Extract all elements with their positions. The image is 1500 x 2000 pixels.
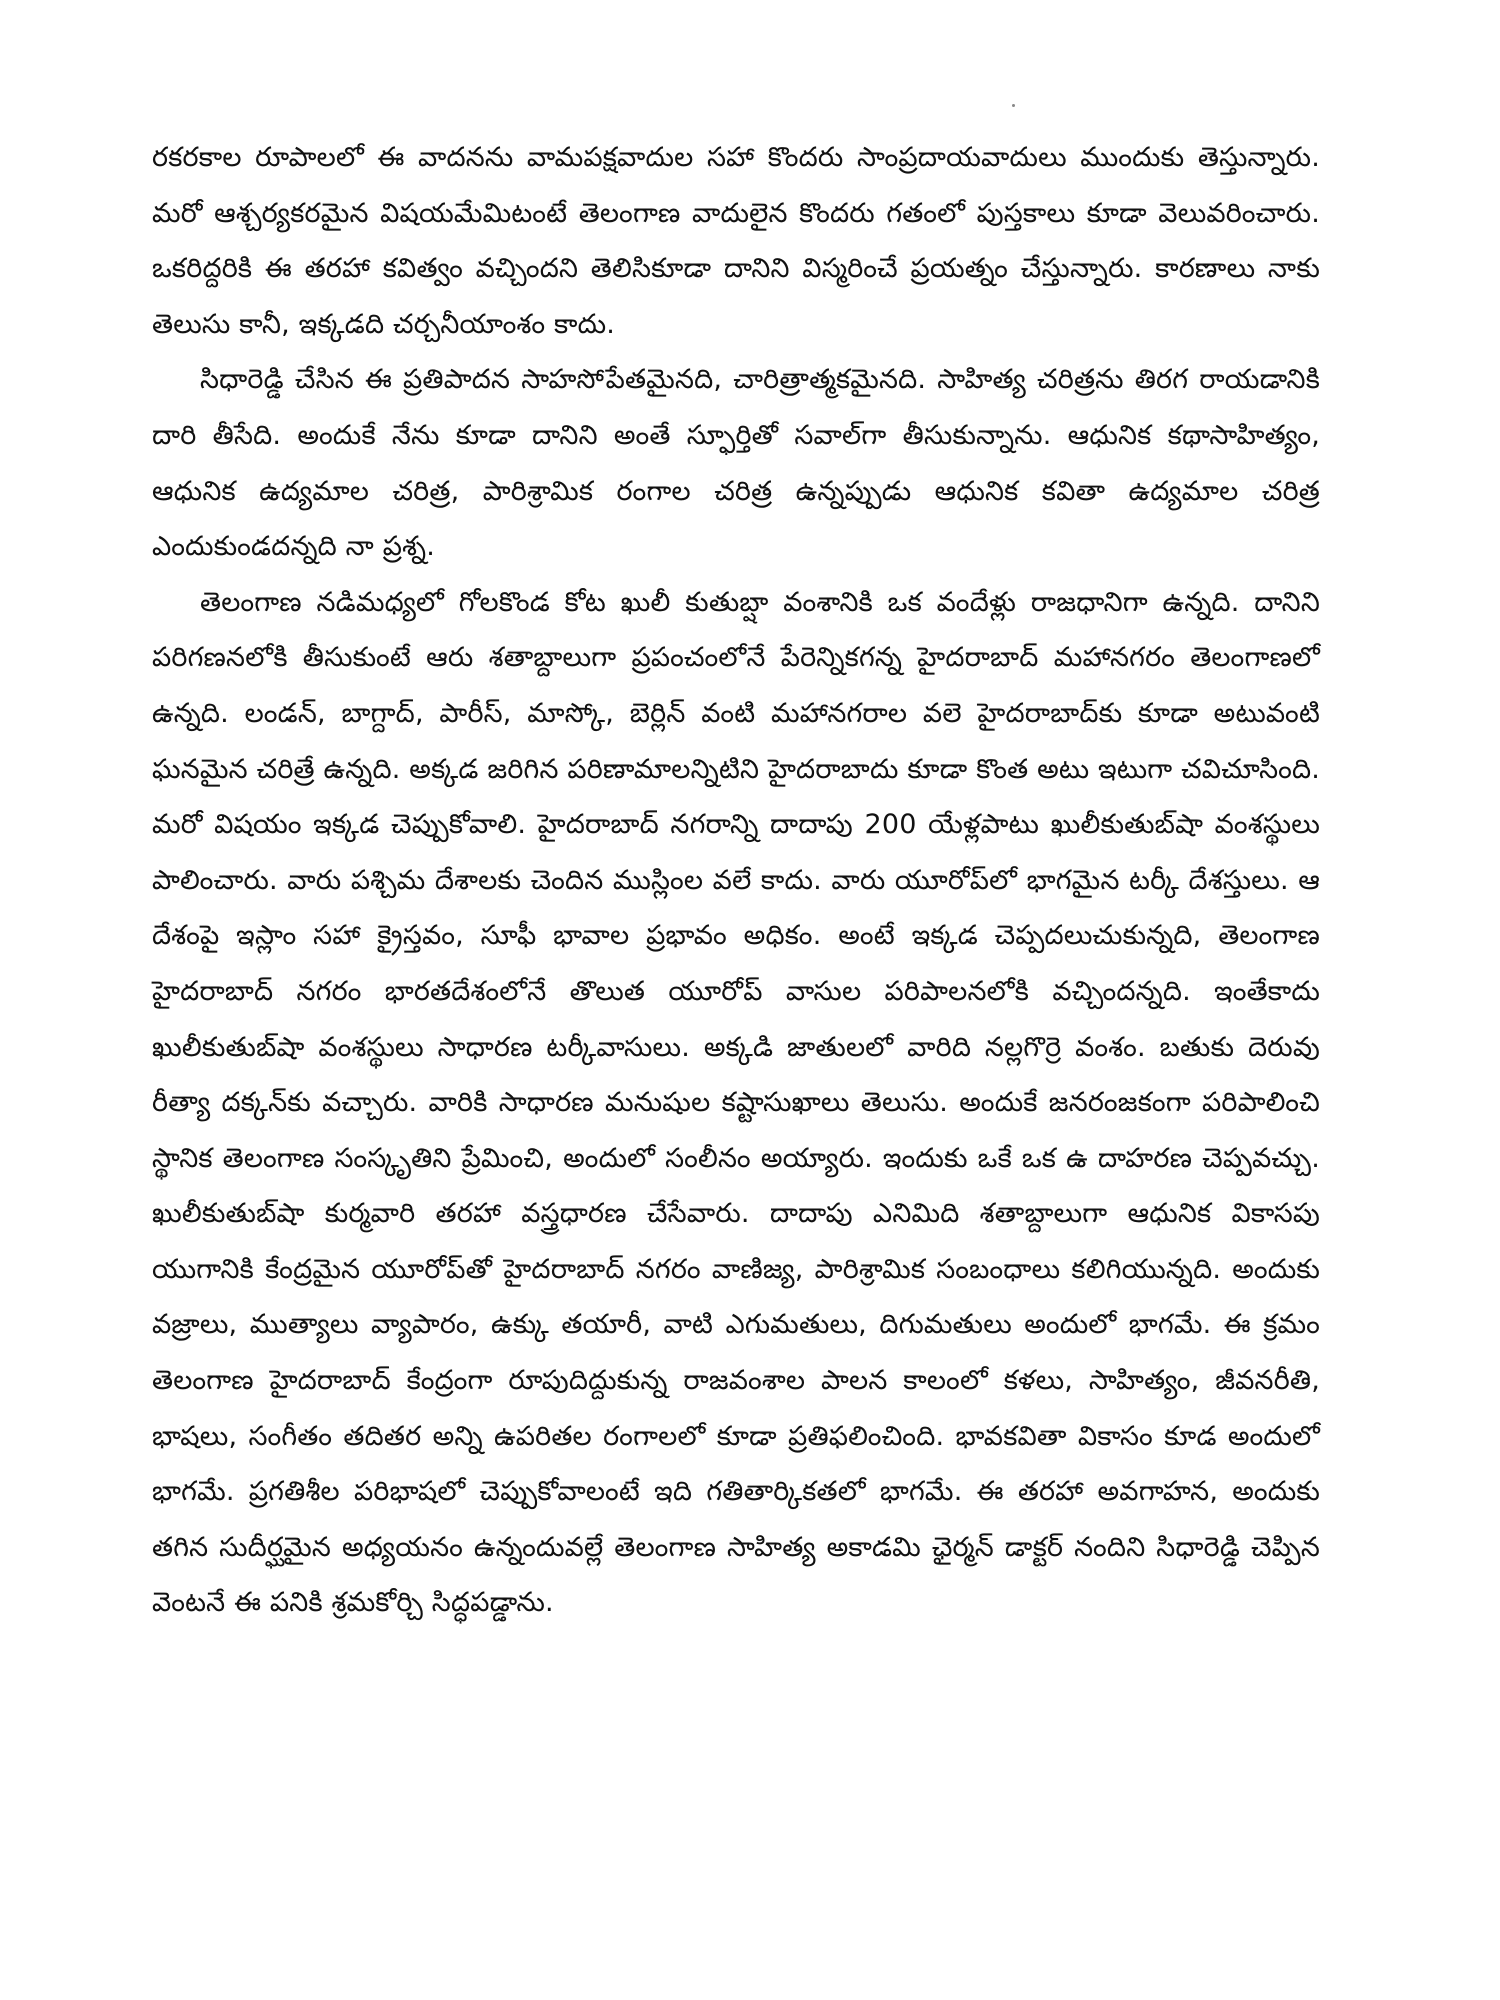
paragraph-2: సిధారెడ్డి చేసిన ఈ ప్రతిపాదన సాహసోపేతమైనది, చారిత్రాత్మకమైనది. సాహిత్య చరిత్రను తిరగ రాయడానికి దారి తీసేది. అందుకే నేను కూడా దానిని అంతే స్ఫూర్తితో సవాల్‌గా తీసుకున్నాను. ఆధునిక కథాసాహిత్యం, ఆధునిక ఉద్యమాల చరిత్ర, పారిశ్రామిక రంగాల చరిత్ర ఉన్నప్పుడు ఆధునిక కవితా ఉద్యమాల చరిత్ర ఎందుకుండదన్నది నా ప్రశ్న. — [152, 364, 1320, 563]
paragraph-3: తెలంగాణ నడిమధ్యలో గోలకొండ కోట ఖులీ కుతుబ్షా వంశానికి ఒక వందేళ్లు రాజధానిగా ఉన్నది. దానిని పరిగణనలోకి తీసుకుంటే ఆరు శతాబ్దాలుగా ప్రపంచంలోనే పేరెన్నికగన్న హైదరాబాద్ మహానగరం తెలంగాణలో ఉన్నది. లండన్, బాగ్దాద్, పారీస్, మాస్కో, బెర్లిన్ వంటి మహానగరాల వలె హైదరాబాద్‌కు కూడా అటువంటి ఘనమైన చరిత్రే ఉన్నది. అక్కడ జరిగిన పరిణామాలన్నిటిని హైదరాబాదు కూడా కొంత అటు ఇటుగా చవిచూసింది. మరో విషయం ఇక్కడ చెప్పుకోవాలి. హైదరాబాద్ నగరాన్ని దాదాపు 200 యేళ్లపాటు ఖులీకుతుబ్‌షా వంశస్థులు పాలించారు. వారు పశ్చిమ దేశాలకు చెందిన ముస్లింల వలే కాదు. వారు యూరోప్‌లో భాగమైన టర్కీ దేశస్తులు. ఆ దేశంపై ఇస్లాం సహా క్రైస్తవం, సూఫీ భావాల ప్రభావం అధికం. అంటే ఇక్కడ చెప్పదలుచుకున్నది, తెలంగాణ హైదరాబాద్ నగరం భారతదేశంలోనే తొలుత యూరోప్ వాసుల పరిపాలనలోకి వచ్చిందన్నది. ఇంతేకాదు ఖులీకుతుబ్‌షా వంశస్థులు సాధారణ టర్కీవాసులు. అక్కడి జాతులలో వారిది నల్లగొర్రె వంశం. బతుకు దెరువు రీత్యా దక్కన్‌కు వచ్చారు. వారికి సాధారణ మనుషుల కష్టాసుఖాలు తెలుసు. అందుకే జనరంజకంగా పరిపాలించి స్థానిక తెలంగాణ సంస్కృతిని ప్రేమించి, అందులో సంలీనం అయ్యారు. ఇందుకు ఒకే ఒక ఉ దాహరణ చెప్పవచ్చు. ఖులీకుతుబ్‌షా కుర్మవారి తరహా వస్త్రధారణ చేసేవారు. దాదాపు ఎనిమిది శతాబ్దాలుగా ఆధునిక వికాసపు యుగానికి కేంద్రమైన యూరోప్‌తో హైదరాబాద్ నగరం వాణిజ్య, పారిశ్రామిక సంబంధాలు కలిగియున్నది. అందుకు వజ్రాలు, ముత్యాలు వ్యాపారం, ఉక్కు తయారీ, వాటి ఎగుమతులు, దిగుమతులు అందులో భాగమే. ఈ క్రమం తెలంగాణ హైదరాబాద్ కేంద్రంగా రూపుదిద్దుకున్న రాజవంశాల పాలన కాలంలో కళలు, సాహిత్యం, జీవనరీతి, భాషలు, సంగీతం తదితర అన్ని ఉపరితల రంగాలలో కూడా ప్రతిఫలించింది. భావకవితా వికాసం కూడ అందులో భాగమే. ప్రగతిశీల పరిభాషలో చెప్పుకోవాలంటే ఇది గతితార్కికతలో భాగమే. ఈ తరహా అవగాహన, అందుకు తగిన సుదీర్ఘమైన అధ్యయనం ఉన్నందువల్లే తెలంగాణ సాహిత్య అకాడమి ఛైర్మన్ డాక్టర్ నందిని సిధారెడ్డి చెప్పిన వెంటనే ఈ పనికి శ్రమకోర్చి సిద్ధపడ్డాను. — [152, 586, 1321, 1619]
scan-speck — [1012, 104, 1015, 107]
paragraph-1: రకరకాల రూపాలలో ఈ వాదనను వామపక్షవాదుల సహా కొందరు సాంప్రదాయవాదులు ముందుకు తెస్తున్నారు. మరో ఆశ్చర్యకరమైన విషయమేమిటంటే తెలంగాణ వాదులైన కొందరు గతంలో పుస్తకాలు కూడా వెలువరించారు. ఒకరిద్దరికి ఈ తరహా కవిత్వం వచ్చిందని తెలిసికూడా దానిని విస్మరించే ప్రయత్నం చేస్తున్నారు. కారణాలు నాకు తెలుసు కానీ, ఇక్కడది చర్చనీయాంశం కాదు. — [152, 142, 1320, 340]
body-text — [152, 130, 1320, 1631]
